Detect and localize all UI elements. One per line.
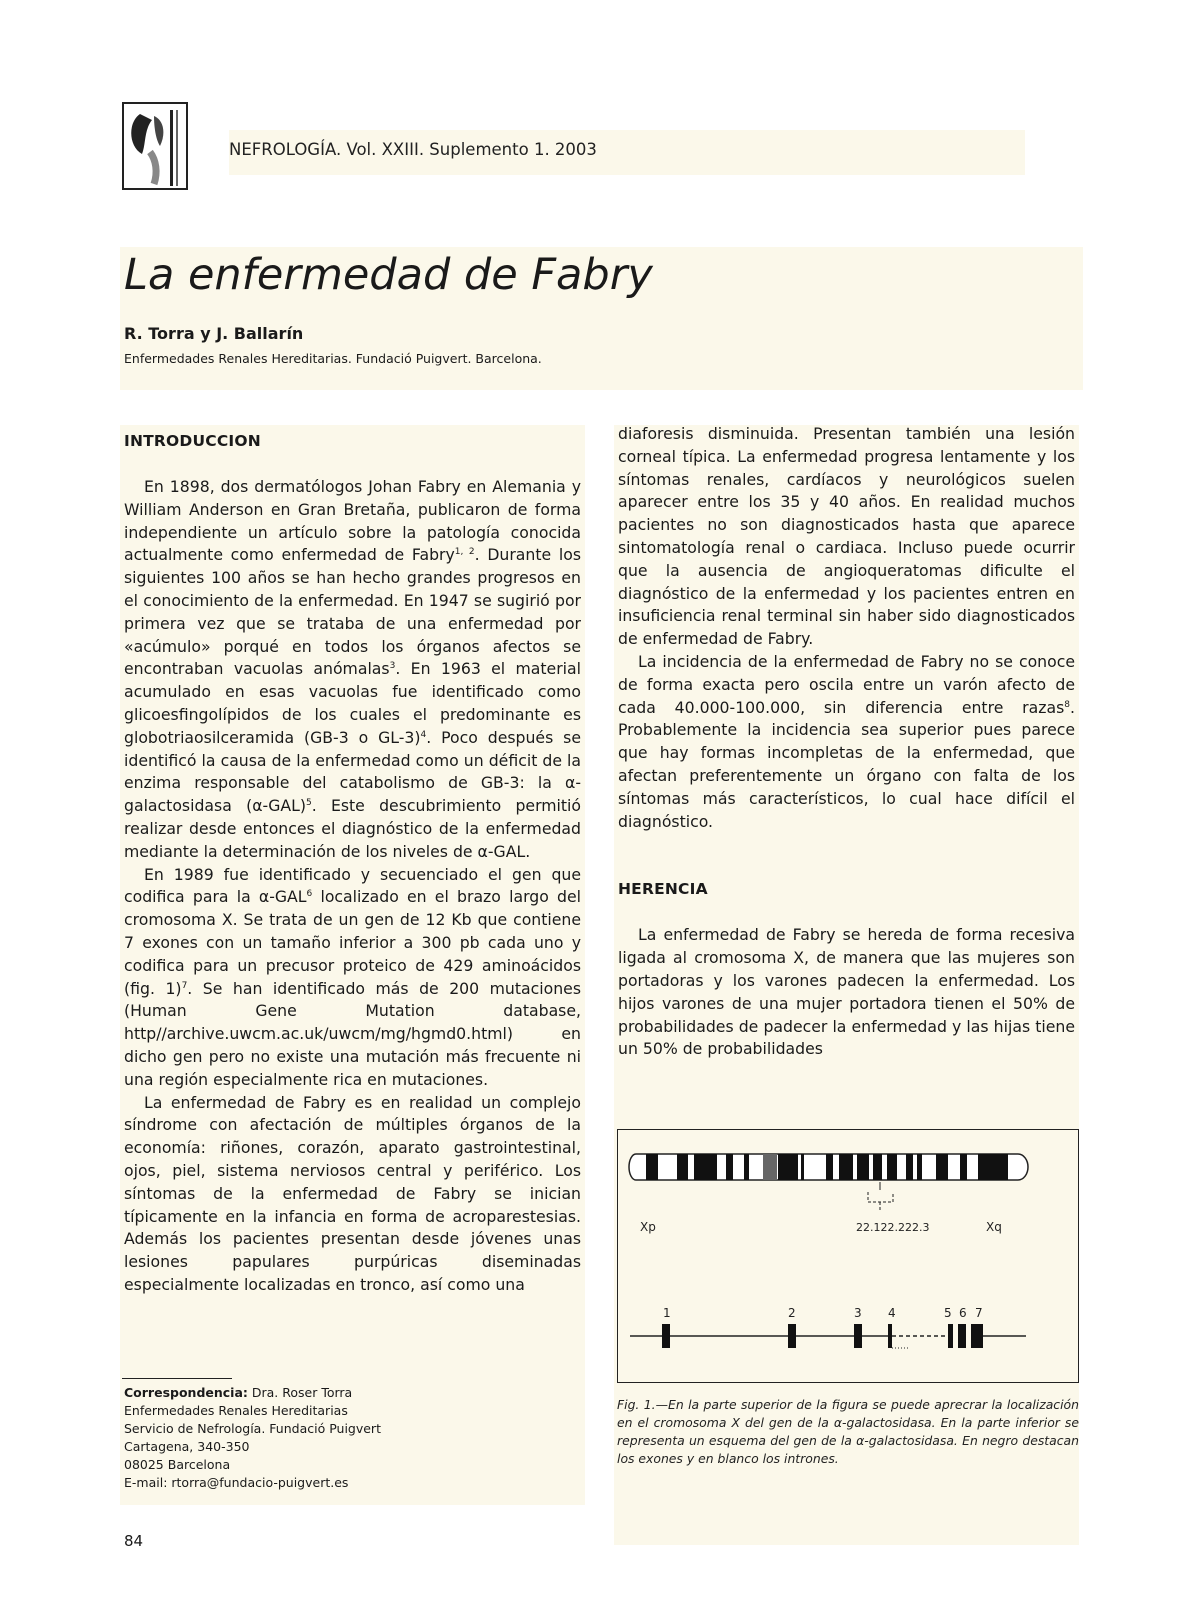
citation-ref: 3	[389, 661, 396, 672]
correspondence-line: Enfermedades Renales Hereditarias	[124, 1403, 348, 1418]
correspondence-email[interactable]: E-mail: rtorra@fundacio-puigvert.es	[124, 1475, 349, 1490]
citation-ref: 8	[1064, 699, 1070, 710]
label-band: 22.122.222.3	[856, 1221, 930, 1234]
exon-label: 7	[975, 1306, 983, 1320]
article-authors: R. Torra y J. Ballarín	[124, 324, 304, 343]
article-affiliation: Enfermedades Renales Hereditarias. Fundació Puigvert. Barcelona.	[124, 351, 542, 366]
text-segment: . Este descubrimiento permitió realizar desde entonces el diagnóstico de la enfermedad mediante la determinación de los niveles de α-GAL.	[124, 796, 581, 861]
exon-label: 2	[788, 1306, 796, 1320]
section-heading-herencia: HERENCIA	[618, 880, 708, 899]
journal-header: NEFROLOGÍA. Vol. XXIII. Suplemento 1. 2003	[229, 130, 1025, 175]
footnote-rule	[122, 1378, 232, 1379]
citation-ref: 7	[181, 980, 188, 991]
exon-6	[958, 1324, 966, 1348]
exon-2	[788, 1324, 796, 1348]
exon-3	[854, 1324, 862, 1348]
text-segment: . Poco después se identificó la causa de la enfermedad como un déficit de la enzima responsable del catabolismo de GB-3: la α-galactosidasa (α-GAL)	[124, 727, 581, 816]
text-segment: . Se han identificado más de 200 mutaciones (Human Gene Mutation database, http//archive.uwcm.ac.uk/uwcm/mg/hgmd0.html) en dicho gen pero no existe una mutación más frecuente ni una región especialmente rica en mutaciones.	[124, 978, 581, 1089]
page-number: 84	[124, 1532, 144, 1550]
hatched-band	[763, 1154, 777, 1180]
correspondence-line	[124, 1384, 564, 1402]
left-column	[120, 425, 585, 1505]
label-xq: Xq	[986, 1220, 1002, 1234]
text-segment: La incidencia de la enfermedad de Fabry no se conoce de forma exacta pero oscila entre un varón afecto de cada 40.000-100.000, sin diferencia entre razas	[618, 651, 1075, 717]
paragraph-intro-5	[618, 651, 1075, 833]
exon-7	[971, 1324, 983, 1348]
text-segment: En 1989 fue identificado y secuenciado el gen que codifica para la α-GAL	[124, 864, 581, 907]
label-xp: Xp	[640, 1220, 656, 1234]
correspondence-block	[124, 1384, 564, 1492]
correspondence-line: Servicio de Nefrología. Fundació Puigvert	[124, 1421, 381, 1436]
text-segment: . Probablemente la incidencia sea superior pues parece que hay formas incompletas de la enfermedad, que afectan preferentemente un órgano con falta de los síntomas más característicos, lo cual hace difícil el diagnóstico.	[618, 697, 1075, 831]
correspondence-name: Dra. Roser Torra	[247, 1385, 353, 1400]
journal-logo	[122, 102, 188, 190]
exon-label: 1	[663, 1306, 671, 1320]
paragraph-intro-4: diaforesis disminuida. Presentan también una lesión corneal típica. La enfermedad progresa lentamente y los síntomas renales, cardíacos y neurológicos suelen aparecer entre los 35 y 40 años. En realidad muchos pacientes no son diagnosticados hasta que aparece sintomatología renal o cardiaca. Incluso puede ocurrir que la ausencia de angioqueratomas dificulte el diagnóstico de la enfermedad y los pacientes entren en insuficiencia renal terminal sin haber sido diagnosticados de enfermedad de Fabry.	[618, 424, 1075, 649]
text-segment: . En 1963 el material acumulado en esas vacuolas fue identificado como glicoesfingolípidos de los cuales el predominante es globotriaosilceramida (GB-3 o GL-3)	[124, 659, 581, 747]
figure-1-diagram	[618, 1130, 1078, 1382]
citation-ref: 1, 2	[454, 547, 475, 558]
correspondence-line: 08025 Barcelona	[124, 1457, 231, 1472]
citation-ref: 4	[420, 729, 427, 740]
exon-label: 4	[888, 1306, 896, 1320]
exon-5	[948, 1324, 953, 1348]
paragraph-intro-2	[124, 864, 581, 1092]
paragraph-herencia-1: La enfermedad de Fabry se hereda de forma recesiva ligada al cromosoma X, de manera que las mujeres son portadoras y los varones padecen la enfermedad. Los hijos varones de una mujer portadora tienen el 50% de probabilidades de padecer la enfermedad y las hijas tiene un 50% de probabilidades	[618, 925, 1075, 1059]
text-segment: . Durante los siguientes 100 años se han hecho grandes progresos en el conocimiento de la enfermedad. En 1947 se sugirió por primera vez que se trataba de una enfermedad por «acúmulo» porqué en todos los órganos afectos se encontraban vacuolas anómalas	[124, 545, 581, 679]
correspondence-label: Correspondencia:	[124, 1385, 248, 1400]
exon-label: 3	[854, 1306, 862, 1320]
article-title: La enfermedad de Fabry	[124, 250, 653, 300]
exon-label: 5	[944, 1306, 952, 1320]
section-heading-introduccion: INTRODUCCION	[124, 432, 261, 450]
correspondence-line: Cartagena, 340-350	[124, 1439, 250, 1454]
exon-label: 6	[959, 1306, 967, 1320]
paragraph-intro-1	[124, 476, 581, 864]
citation-ref: 6	[306, 889, 313, 900]
paragraph-intro-3: La enfermedad de Fabry es en realidad un complejo síndrome con afectación de múltiples órganos de la economía: riñones, corazón, aparato gastrointestinal, ojos, piel, sistema nerviosos central y periférico. Los síntomas de la enfermedad de Fabry se inician típicamente en la infancia en forma de acroparestesias. Además los pacientes presentan desde jóvenes unas lesiones papulares purpúricas diseminadas especialmente localizadas en tronco, así como una	[124, 1092, 581, 1294]
text-segment: localizado en el brazo largo del cromosoma X. Se trata de un gen de 12 Kb que contiene 7 exones con un tamaño inferior a 300 pb cada uno y codifica para un precusor proteico de 429 aminoácidos (fig. 1)	[124, 887, 581, 998]
citation-ref: 5	[305, 797, 312, 808]
text-segment: En 1898, dos dermatólogos Johan Fabry en Alemania y William Anderson en Gran Bretaña, publicaron de forma independiente un artículo sobre la patología conocida actualmente como enfermedad de Fabry	[124, 477, 581, 565]
figure-1	[617, 1129, 1079, 1383]
exon-1	[662, 1324, 670, 1348]
locus-bracket	[868, 1192, 893, 1212]
figure-1-caption: Fig. 1.—En la parte superior de la figura se puede aprecrar la localización en el cromosoma X del gen de la α-galactosidasa. En la parte inferior se representa un esquema del gen de la α-galactosidasa. En negro destacan los exones y en blanco los intrones.	[617, 1397, 1079, 1466]
exon-4	[888, 1324, 892, 1348]
